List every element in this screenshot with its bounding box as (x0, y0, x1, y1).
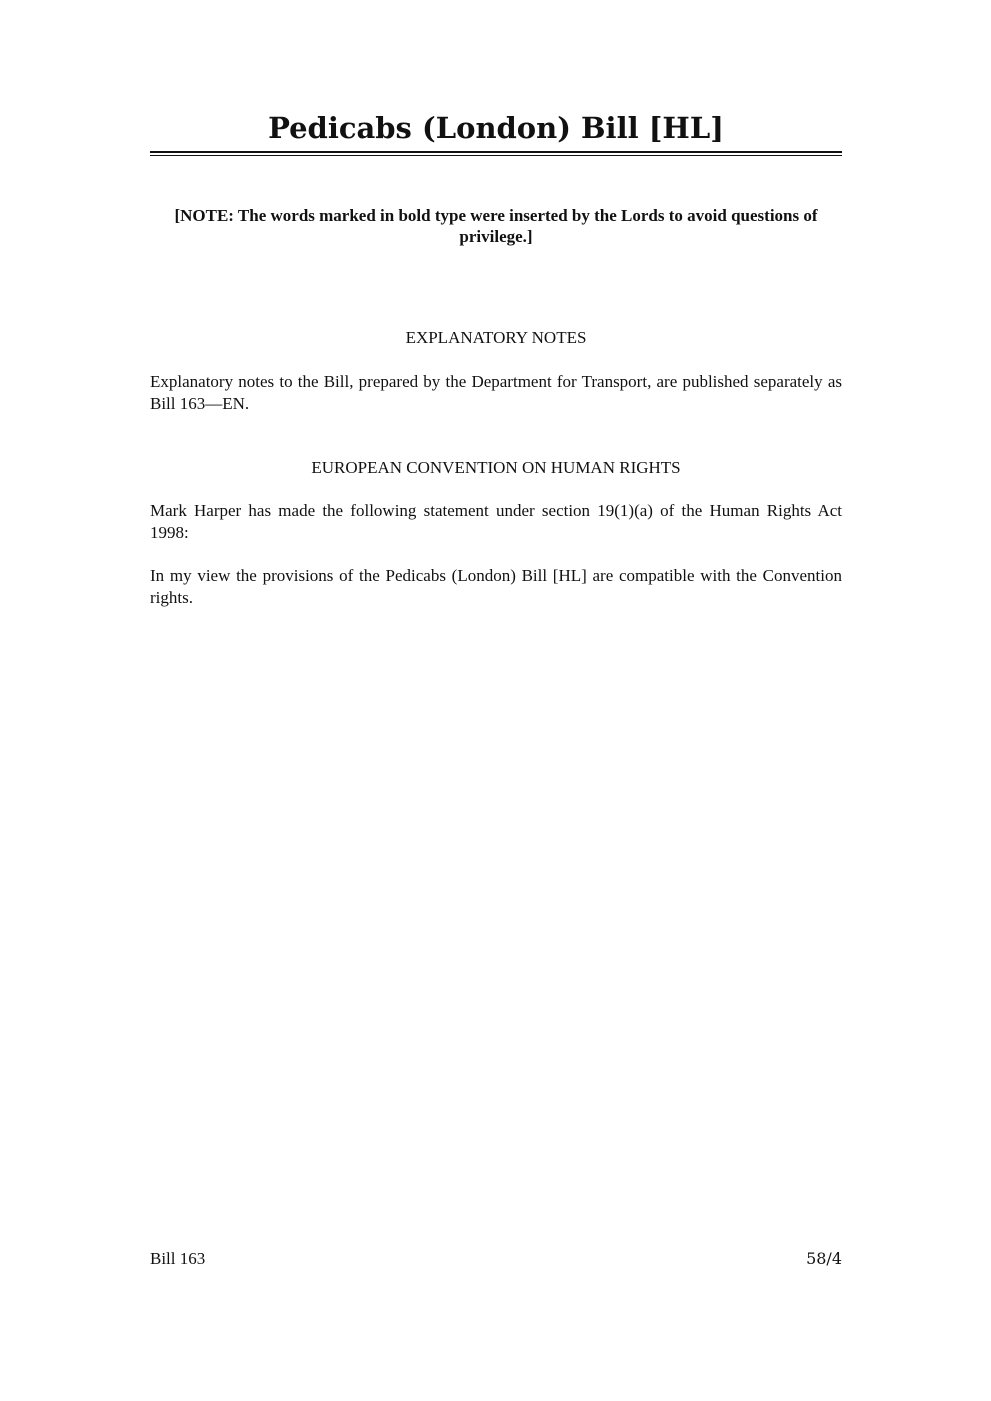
title-rule-thin (150, 155, 842, 156)
privilege-note: [NOTE: The words marked in bold type were inserted by the Lords to avoid questions of privilege.] (174, 206, 818, 246)
bill-title: Pedicabs (London) Bill [HL] (268, 111, 724, 145)
footer-print-reference: 58/4 (806, 1249, 842, 1268)
footer-bill-number: Bill 163 (150, 1249, 206, 1268)
title-rule-thick (150, 151, 842, 153)
echr-view: In my view the provisions of the Pedicabs (London) Bill [HL] are compatible with the Convention rights. (150, 566, 842, 607)
explanatory-notes-text: Explanatory notes to the Bill, prepared by the Department for Transport, are published separately as Bill 163—EN. (150, 372, 842, 413)
explanatory-notes-heading: EXPLANATORY NOTES (405, 328, 587, 347)
echr-statement: Mark Harper has made the following statement under section 19(1)(a) of the Human Rights Act 1998: (150, 501, 842, 542)
echr-heading: EUROPEAN CONVENTION ON HUMAN RIGHTS (311, 458, 681, 477)
